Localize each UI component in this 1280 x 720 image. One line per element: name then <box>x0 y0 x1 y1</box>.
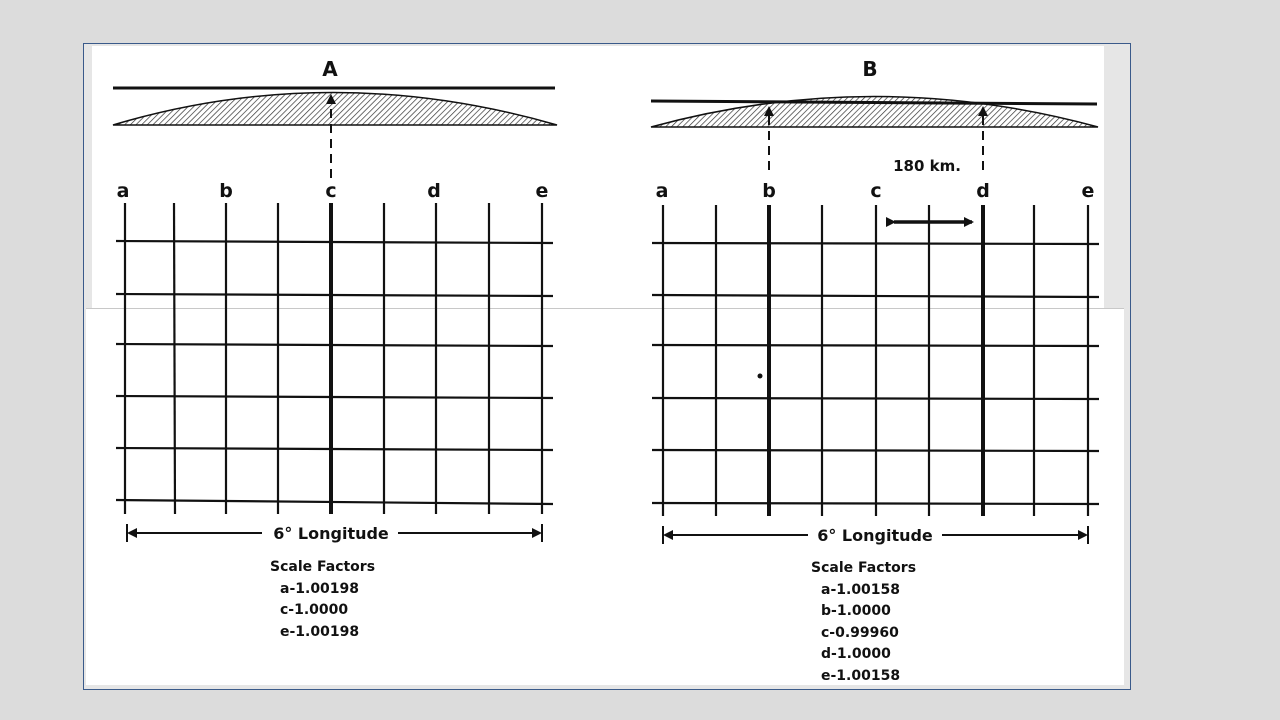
panel-a-parallel <box>116 294 553 296</box>
panel-a-column-labels <box>117 180 549 202</box>
panel-a-col-d: d <box>427 180 441 202</box>
panel-a-col-b: b <box>219 180 233 202</box>
panel-a-col-c: c <box>325 180 337 202</box>
panel-a-scale-title: Scale Factors <box>270 559 376 575</box>
panel-b-col-b: b <box>762 180 776 202</box>
panel-a-parallel <box>116 396 553 398</box>
panel-b-title: B <box>862 57 878 81</box>
panel-b-col-a: a <box>655 180 669 202</box>
panel-a-longitude-label: 6° Longitude <box>273 524 389 543</box>
panel-b-projection-plane <box>651 101 1097 104</box>
panel-b-parallel <box>652 295 1099 297</box>
panel-a-grid <box>116 203 553 514</box>
panel-b-scale-title: Scale Factors <box>811 560 917 576</box>
panel-b-scale-factor: d-1.0000 <box>821 646 891 662</box>
panel-b-scale-factor: b-1.0000 <box>821 603 891 619</box>
panel-b-scale-factor: e-1.00158 <box>821 668 901 684</box>
panel-b-parallel <box>652 450 1099 451</box>
panel-b-parallel <box>652 345 1099 346</box>
panel-b-parallel <box>652 243 1099 244</box>
panel-a-parallel <box>116 344 553 346</box>
panel-a-scale-factors <box>270 559 375 640</box>
panel-b-column-labels <box>656 180 1095 202</box>
panel-a-col-a: a <box>116 180 130 202</box>
panel-b-distance-label: 180 km. <box>893 157 961 175</box>
panel-a-parallel <box>116 241 553 243</box>
panel-b-scale-factor: a-1.00158 <box>821 582 901 598</box>
panel-b-speck <box>758 374 763 379</box>
panel-a-meridian <box>174 203 175 514</box>
panel-b-longitude-label: 6° Longitude <box>817 526 933 545</box>
panel-a-title: A <box>322 57 338 81</box>
panel-a-earth-arc <box>113 93 557 126</box>
panel-b-scale-factor: c-0.99960 <box>821 625 899 641</box>
panel-a-earth-section <box>113 88 557 178</box>
panel-b-grid <box>652 205 1099 516</box>
panel-b-parallel <box>652 398 1099 399</box>
panel-b-parallel <box>652 503 1099 504</box>
panel-a-longitude-extent <box>127 524 542 543</box>
panel-a-scale-factor: c-1.0000 <box>280 602 349 618</box>
panel-b-col-c: c <box>870 180 882 202</box>
panel-b-col-e: e <box>1081 180 1095 202</box>
panel-a-col-e: e <box>535 180 549 202</box>
panel-b <box>651 57 1099 684</box>
panel-a-parallel <box>116 448 553 450</box>
panel-b-col-d: d <box>976 180 990 202</box>
panel-b-earth-section <box>651 97 1098 176</box>
panel-a <box>113 57 557 640</box>
panel-b-longitude-extent <box>663 526 1088 545</box>
panel-a-scale-factor: a-1.00198 <box>280 581 360 597</box>
panel-a-parallel <box>116 500 553 504</box>
panel-a-scale-factor: e-1.00198 <box>280 624 360 640</box>
panel-b-scale-factors <box>811 560 916 684</box>
